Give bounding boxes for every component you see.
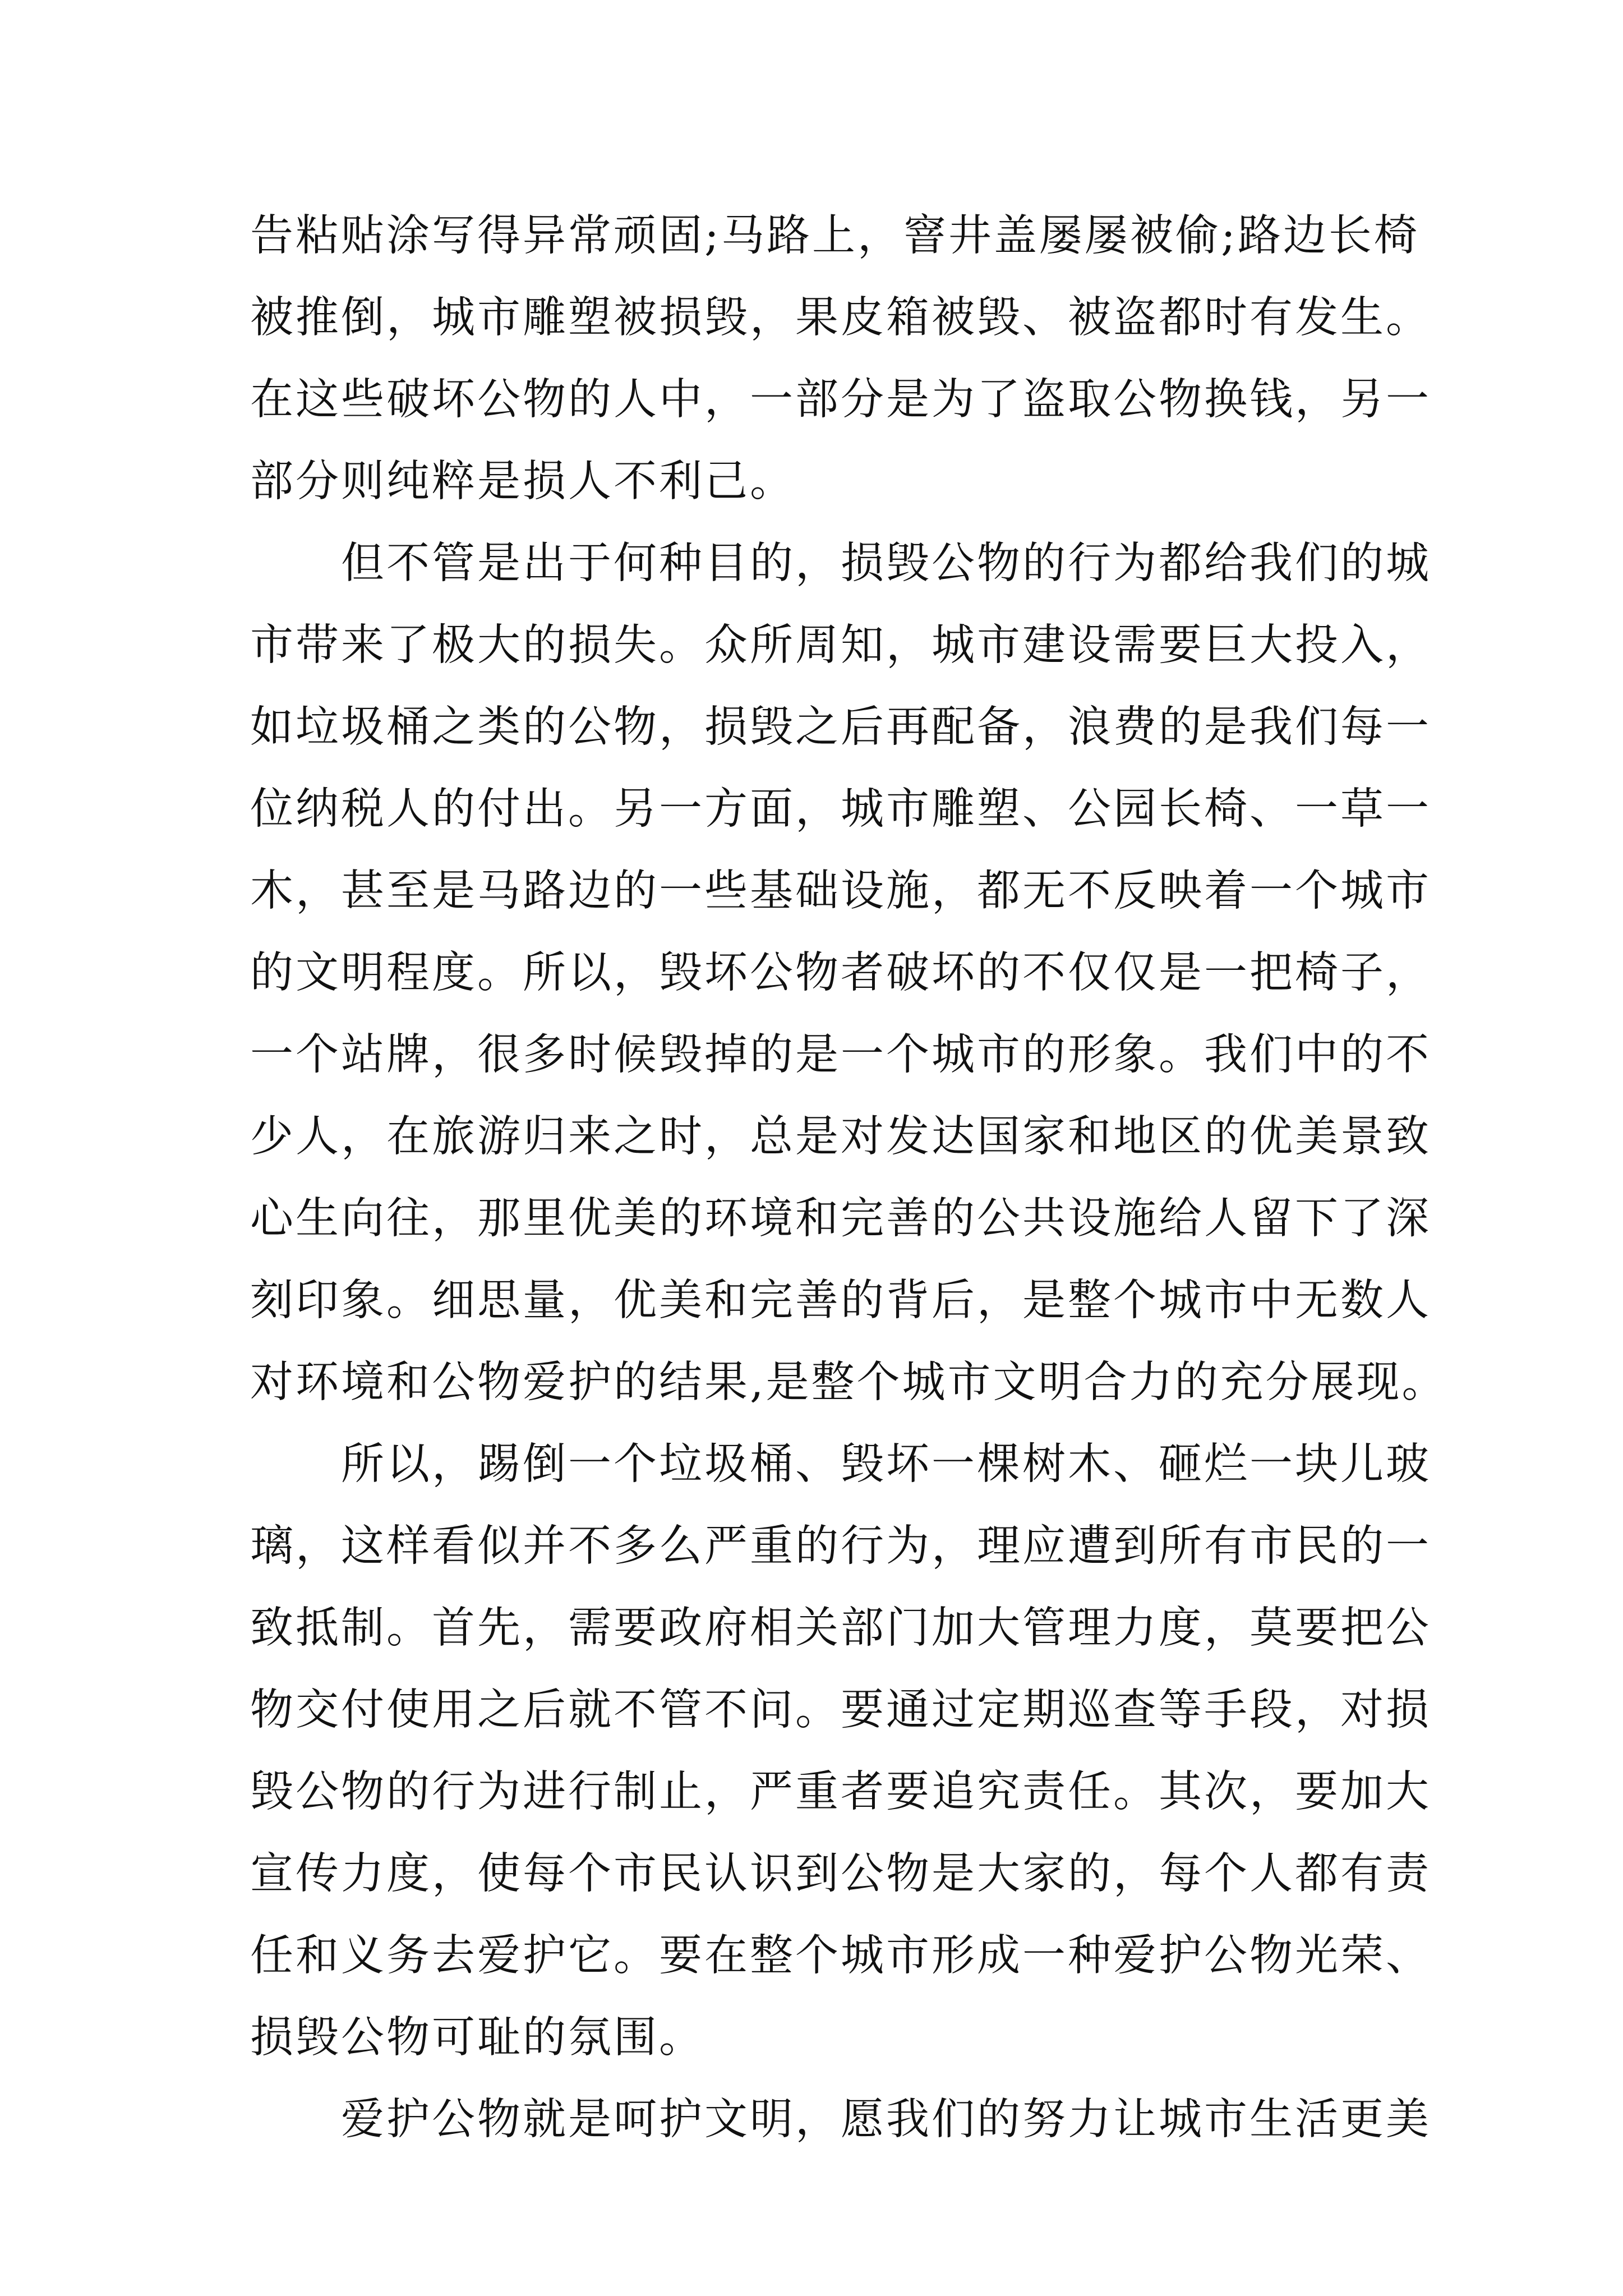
text-line: 任和义务去爱护它。要在整个城市形成一种爱护公物光荣、 [250,1931,1431,1981]
text-line: 损毁公物可耻的氛围。 [250,2013,704,2063]
text-line: 市带来了极大的损失。众所周知，城市建设需要巨大投入， [250,620,1431,670]
text-line: 但不管是出于何种目的，损毁公物的行为都给我们的城 [250,539,1431,588]
text-line: 毁公物的行为进行制止，严重者要追究责任。其次，要加大 [250,1767,1431,1817]
text-line: 告粘贴涂写得异常顽固;马路上，窨井盖屡屡被偷;路边长椅 [250,211,1419,261]
text-line: 被推倒，城市雕塑被损毁，果皮箱被毁、被盗都时有发生。 [250,293,1431,343]
text-line: 对环境和公物爱护的结果,是整个城市文明合力的充分展现。 [250,1358,1447,1407]
text-line: 宣传力度，使每个市民认识到公物是大家的，每个人都有责 [250,1849,1431,1899]
text-line: 部分则纯粹是损人不利己。 [250,457,795,507]
text-line: 木，甚至是马路边的一些基础设施，都无不反映着一个城市 [250,866,1431,916]
text-line: 一个站牌，很多时候毁掉的是一个城市的形象。我们中的不 [250,1030,1431,1080]
text-line: 物交付使用之后就不管不问。要通过定期巡查等手段，对损 [250,1685,1431,1735]
text-line: 如垃圾桶之类的公物，损毁之后再配备，浪费的是我们每一 [250,702,1431,752]
article-body [250,195,1447,2161]
text-line: 的文明程度。所以，毁坏公物者破坏的不仅仅是一把椅子， [250,948,1431,998]
text-line: 爱护公物就是呵护文明，愿我们的努力让城市生活更美 [250,2095,1431,2145]
text-line: 位纳税人的付出。另一方面，城市雕塑、公园长椅、一草一 [250,784,1431,834]
text-line: 致抵制。首先，需要政府相关部门加大管理力度，莫要把公 [250,1603,1431,1653]
text-line: 所以，踢倒一个垃圾桶、毁坏一棵树木、砸烂一块儿玻 [250,1439,1431,1489]
text-line: 少人，在旅游归来之时，总是对发达国家和地区的优美景致 [250,1112,1431,1162]
text-line: 刻印象。细思量，优美和完善的背后，是整个城市中无数人 [250,1276,1431,1326]
text-line: 心生向往，那里优美的环境和完善的公共设施给人留下了深 [250,1194,1431,1244]
text-line: 在这些破坏公物的人中，一部分是为了盗取公物换钱，另一 [250,375,1431,425]
text-line: 璃，这样看似并不多么严重的行为，理应遭到所有市民的一 [250,1521,1431,1571]
